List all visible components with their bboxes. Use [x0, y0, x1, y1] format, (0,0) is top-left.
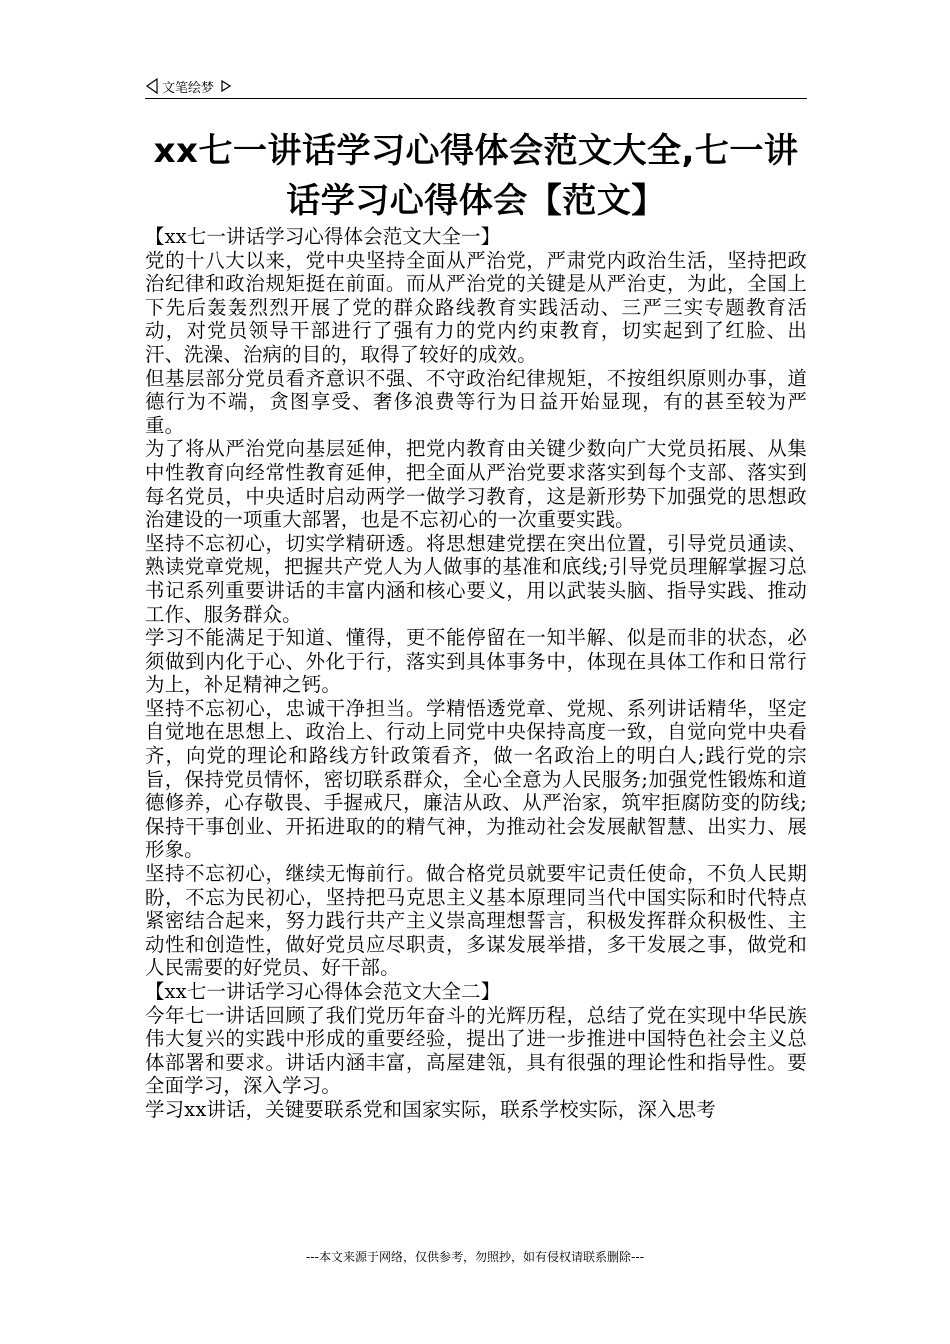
header-brand: 文笔绘梦 — [162, 80, 215, 96]
body-paragraph: 今年七一讲话回顾了我们党历年奋斗的光辉历程，总结了党在实现中华民族伟大复兴的实践中形成的重要经验，提出了进一步推进中国特色社会主义总体部署和要求。讲话内涵丰富，高屋建瓴，具有很强的理论性和指导性。要全面学习，深入学习。 — [145, 1003, 807, 1098]
body-paragraph: 但基层部分党员看齐意识不强、不守政治纪律规矩，不按组织原则办事，道德行为不端，贪图享受、奢侈浪费等行为日益开始显现，有的甚至较为严重。 — [145, 366, 807, 437]
body-paragraph: 坚持不忘初心，忠诚干净担当。学精悟透党章、党规、系列讲话精华，坚定自觉地在思想上、政治上、行动上同党中央保持高度一致，自觉向党中央看齐，向党的理论和路线方针政策看齐，做一名政治上的明白人;践行党的宗旨，保持党员情怀，密切联系群众，全心全意为人民服务;加强党性锻炼和道德修养，心存敬畏、手握戒尺，廉洁从政、从严治家，筑牢拒腐防变的防线;保持干事创业、开拓进取的的精气神，为推动社会发展献智慧、出实力、展形象。 — [145, 696, 807, 862]
triangle-left-outline-icon — [145, 78, 159, 94]
body-paragraph: 坚持不忘初心，切实学精研透。将思想建党摆在突出位置，引导党员通读、熟读党章党规，把握共产党人为人做事的基准和底线;引导党员理解掌握习总书记系列重要讲话的丰富内涵和核心要义，用以武装头脑、指导实践、推动工作、服务群众。 — [145, 531, 807, 626]
triangle-right-outline-icon — [220, 78, 234, 94]
document-title: xx七一讲话学习心得体会范文大全,七一讲话学习心得体会【范文】 — [153, 131, 799, 221]
section-heading-1: 【xx七一讲话学习心得体会范文大全一】 — [145, 225, 501, 248]
header-divider — [145, 98, 807, 99]
body-paragraph: 为了将从严治党向基层延伸，把党内教育由关键少数向广大党员拓展、从集中性教育向经常性教育延伸，把全面从严治党要求落实到每个支部、落实到每名党员，中央适时启动两学一做学习教育，这是新形势下加强党的思想政治建设的一项重大部署，也是不忘初心的一次重要实践。 — [145, 437, 807, 532]
page-footer-disclaimer: ---本文来源于网络，仅供参考，勿照抄，如有侵权请联系删除--- — [306, 1250, 644, 1264]
body-paragraph: 坚持不忘初心，继续无悔前行。做合格党员就要牢记责任使命，不负人民期盼，不忘为民初心，坚持把马克思主义基本原理同当代中国实际和时代特点紧密结合起来，努力践行共产主义崇高理想誓言，积极发挥群众积极性、主动性和创造性，做好党员应尽职责，多谋发展举措，多干发展之事，做党和人民需要的好党员、好干部。 — [145, 862, 807, 980]
section-heading-2: 【xx七一讲话学习心得体会范文大全二】 — [145, 980, 501, 1003]
document-body — [145, 225, 807, 1122]
body-paragraph: 学习xx讲话，关键要联系党和国家实际，联系学校实际，深入思考 — [145, 1097, 716, 1121]
page-header — [145, 76, 234, 96]
body-paragraph: 学习不能满足于知道、懂得，更不能停留在一知半解、似是而非的状态，必须做到内化于心、外化于行，落实到具体事务中，体现在具体工作和日常行为上，补足精神之钙。 — [145, 626, 807, 697]
body-paragraph: 党的十八大以来，党中央坚持全面从严治党，严肃党内政治生活，坚持把政治纪律和政治规矩挺在前面。而从严治党的关键是从严治吏，为此，全国上下先后轰轰烈烈开展了党的群众路线教育实践活动、三严三实专题教育活动，对党员领导干部进行了强有力的党内约束教育，切实起到了红脸、出汗、洗澡、治病的目的，取得了较好的成效。 — [145, 248, 807, 366]
